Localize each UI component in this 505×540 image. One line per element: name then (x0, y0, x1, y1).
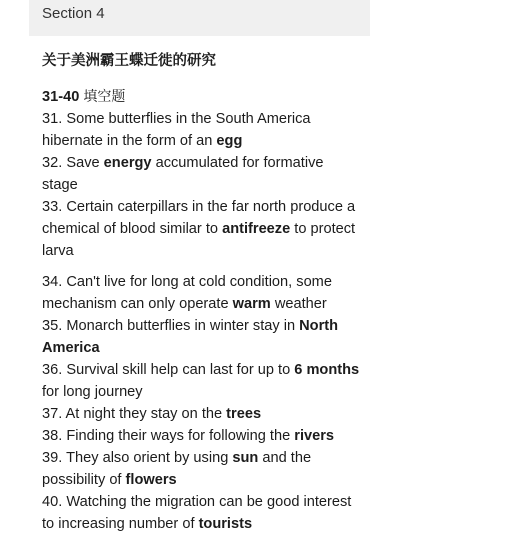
answer-text: sun (232, 450, 259, 466)
answer-text: tourists (198, 516, 253, 532)
question-text: 39. They also orient by using (42, 450, 233, 466)
question-item-37 (42, 403, 362, 425)
question-text-tail: accumulated for formative stage (42, 155, 324, 193)
question-item-33 (42, 196, 362, 262)
question-text-tail: for long journey (42, 384, 143, 400)
answer-text: 6 months (294, 362, 360, 378)
question-item-40 (42, 491, 362, 535)
question-item-38 (42, 425, 362, 447)
answer-text: warm (232, 296, 271, 312)
question-text: 33. Certain caterpillars in the far north produce a chemical of blood similar to (42, 199, 356, 237)
section-label: Section 4 (42, 5, 105, 22)
section-header-bar (29, 0, 370, 36)
question-item-36 (42, 359, 362, 403)
answer-text: North America (42, 318, 339, 356)
answer-text: rivers (294, 428, 335, 444)
question-text: 31. Some butterflies in the South America hibernate in the form of an (42, 111, 311, 149)
question-content (42, 50, 362, 535)
question-text: 35. Monarch butterflies in winter stay in (42, 318, 300, 334)
question-type: 填空题 (83, 89, 126, 105)
question-text: 34. Can't live for long at cold condition, some mechanism can only operate (42, 274, 332, 312)
question-text-tail: and the possibility of (42, 450, 312, 488)
question-range: 31-40 (42, 89, 80, 105)
question-text: 38. Finding their ways for following the (42, 428, 295, 444)
answer-text: trees (226, 406, 262, 422)
question-text: 37. At night they stay on the (42, 406, 227, 422)
question-text: 36. Survival skill help can last for up to (42, 362, 295, 378)
answer-text: antifreeze (222, 221, 291, 237)
question-item-32 (42, 152, 362, 196)
paragraph-gap (42, 262, 362, 271)
answer-text-second: flowers (125, 472, 177, 488)
question-item-35 (42, 315, 362, 359)
question-item-34 (42, 271, 362, 315)
question-text-tail: weather (270, 296, 327, 312)
answer-text: energy (103, 155, 152, 171)
question-text: 32. Save (42, 155, 104, 171)
question-group-header (42, 86, 362, 108)
question-item-31 (42, 108, 362, 152)
question-text-tail: to protect larva (42, 221, 356, 259)
answer-text: egg (216, 133, 243, 149)
topic-title: 关于美洲霸王蝶迁徙的研究 (42, 53, 216, 69)
question-item-39 (42, 447, 362, 491)
question-text: 40. Watching the migration can be good interest to increasing number of (42, 494, 352, 532)
